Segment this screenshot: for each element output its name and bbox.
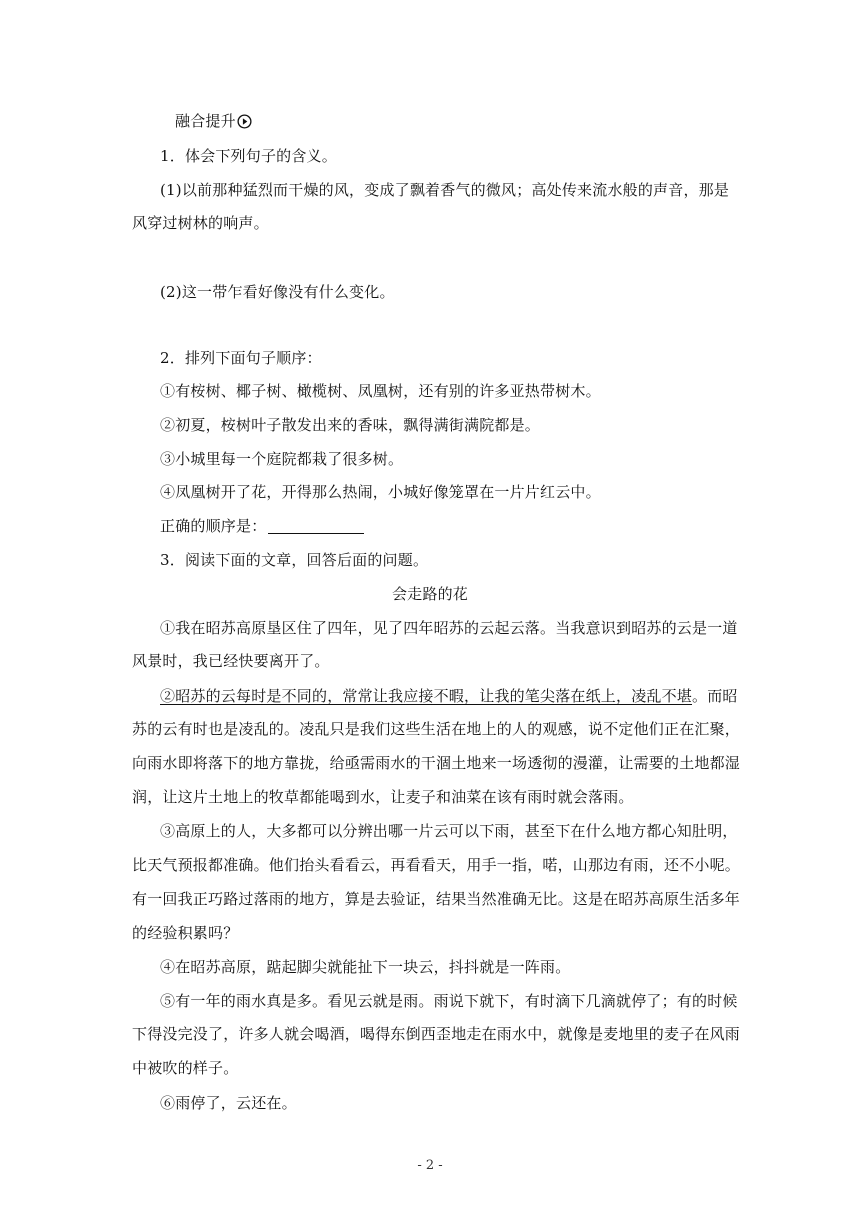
section-heading [175,111,252,131]
paragraph-2-first-line [160,686,738,706]
question-2-item-4: ④凤凰树开了花，开得那么热闹，小城好像笼罩在一片片红云中。 [160,483,601,501]
question-1-sentence-1: (1)以前那种猛烈而干燥的风，变成了飘着香气的微风；高处传来流水般的声音，那是 [160,181,730,199]
paragraph-2-line: 向雨水即将落下的地方靠拢，给亟需雨水的干涸土地来一场透彻的漫灌，让需要的土地都湿 [132,754,741,772]
paragraph-2-line: 苏的云有时也是凌乱的。凌乱只是我们这些生活在地上的人的观感，说不定他们正在汇聚， [132,720,741,738]
underlined-sentence: ②昭苏的云每时是不同的，常常让我应接不暇，让我的笔尖落在纸上，凌乱不堪 [160,687,693,705]
paragraph-3-line: ③高原上的人，大多都可以分辨出哪一片云可以下雨，甚至下在什么地方都心知肚明， [160,822,738,840]
paragraph-1-line: 风景时，我已经快要离开了。 [132,652,330,670]
paragraph-4: ④在昭苏高原，踮起脚尖就能扯下一块云，抖抖就是一阵雨。 [160,958,571,976]
question-2-item-3: ③小城里每一个庭院都栽了很多树。 [160,450,404,468]
paragraph-6: ⑥雨停了，云还在。 [160,1094,297,1112]
paragraph-3-line: 的经验积累吗？ [132,924,239,942]
paragraph-2-tail: 。而昭 [692,687,738,705]
paragraph-3-line: 有一回我正巧路过落雨的地方，算是去验证，结果当然准确无比。这是在昭苏高原生活多年 [132,890,741,908]
paragraph-5-line: ⑤有一年的雨水真是多。看见云就是雨。雨说下就下，有时滴下几滴就停了；有的时候 [160,992,738,1010]
question-1-sentence-1-cont: 风穿过树林的响声。 [132,214,269,232]
question-2-answer [160,516,364,536]
question-1-sentence-2: (2)这一带乍看好像没有什么变化。 [160,283,395,301]
question-2-item-1: ①有桉树、椰子树、橄榄树、凤凰树，还有别的许多亚热带树木。 [160,382,601,400]
play-circle-icon [237,114,252,129]
paragraph-5-line: 下得没完没了，许多人就会喝酒，喝得东倒西歪地走在雨水中，就像是麦地里的麦子在风雨 [132,1025,741,1043]
page-number: - 2 - [417,1158,443,1173]
paragraph-5-line: 中被吹的样子。 [132,1059,239,1077]
paragraph-3-line: 比天气预报都准确。他们抬头看看云，再看看天，用手一指，喏，山那边有雨，还不小呢。 [132,856,741,874]
paragraph-2-line: 润，让这片土地上的牧草都能喝到水，让麦子和油菜在该有雨时就会落雨。 [132,788,634,806]
question-2-item-2: ②初夏，桉树叶子散发出来的香味，飘得满街满院都是。 [160,416,541,434]
question-1-title: 1．体会下列句子的含义。 [160,147,337,165]
article-title: 会走路的花 [391,585,468,603]
section-title: 融合提升 [175,112,236,130]
answer-blank-field[interactable] [268,519,364,534]
question-2-title: 2．排列下面句子顺序： [160,349,322,367]
question-3-title: 3．阅读下面的文章，回答后面的问题。 [160,551,429,569]
answer-label: 正确的顺序是： [160,517,267,535]
paragraph-1-line: ①我在昭苏高原垦区住了四年，见了四年昭苏的云起云落。当我意识到昭苏的云是一道 [160,619,738,637]
